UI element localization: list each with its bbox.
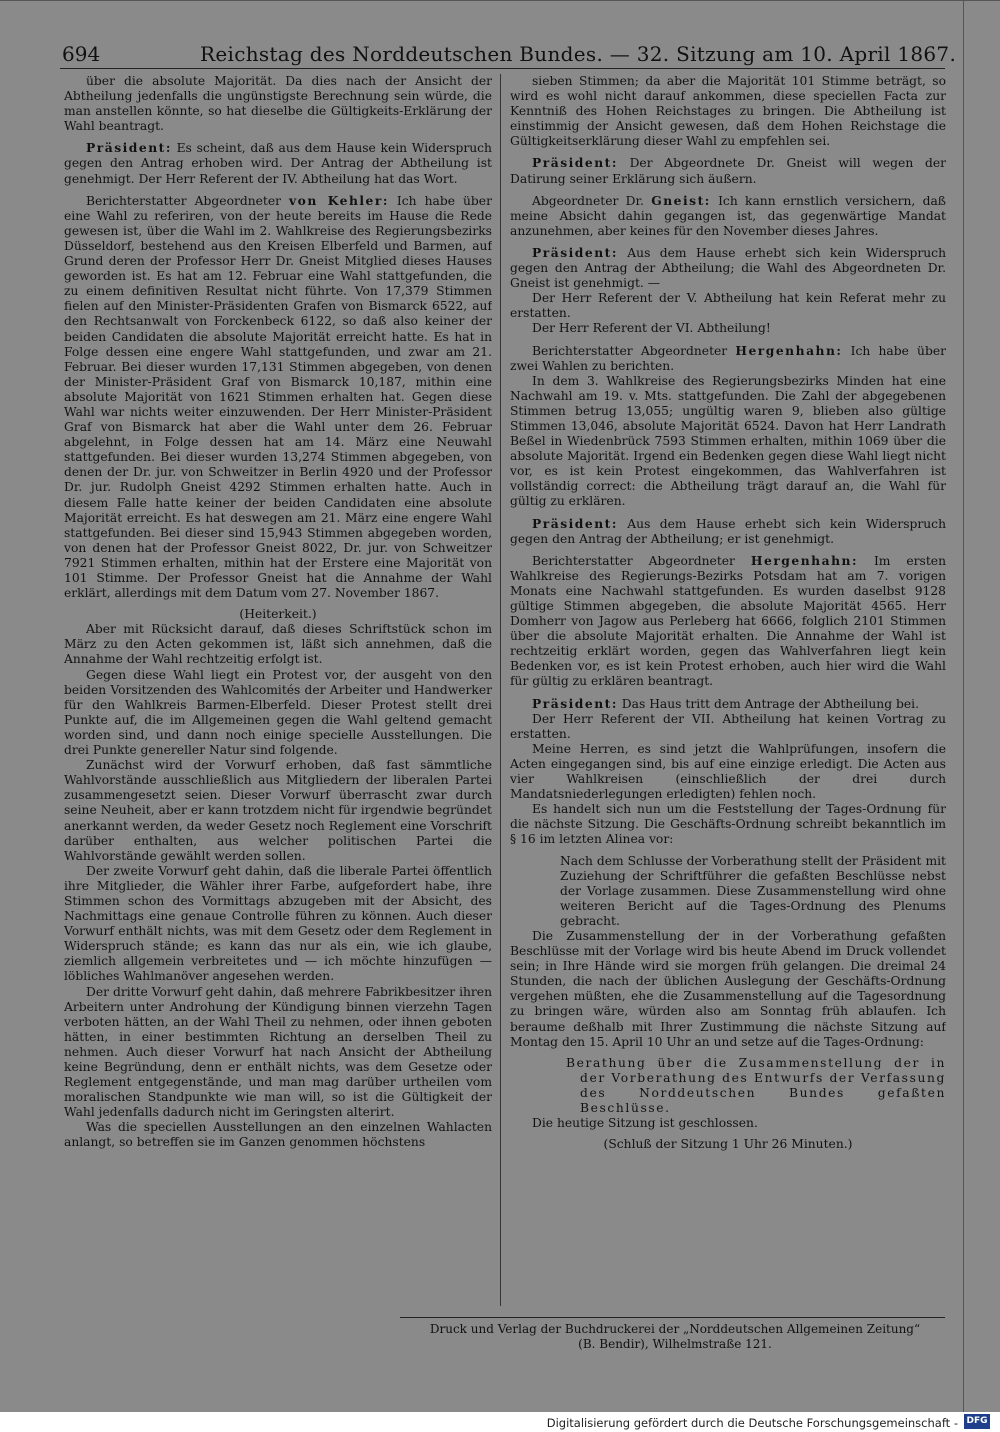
- speech-text: Aus dem Hause erhebt sich kein Widerspruch gegen den Antrag der Abtheilung; die Wahl des Abgeordneten Dr. Gneist ist genehmigt. —: [510, 245, 946, 291]
- body-paragraph: Meine Herren, es sind jetzt die Wahlprüfungen, insofern die Acten eingegangen sind, bis auf eine einzige erledigt. Die Acten aus vier Wahlkreisen (einschließlich der drei durch Mandatsniederlegungen erledigten) fehlen noch.: [510, 741, 946, 802]
- speaker-title: Berichterstatter Abgeordneter: [532, 343, 728, 358]
- imprint-line-2: (B. Bendir), Wilhelmstraße 121.: [578, 1337, 772, 1351]
- speech-paragraph: [510, 343, 946, 374]
- speaker-name: Hergenhahn:: [735, 342, 843, 358]
- speech-text: Im ersten Wahlkreise des Regierungs-Bezirks Potsdam hat am 7. vorigen Monats eine Nachwahl stattgefunden. Es wurden daselbst 9128 gültige Stimmen abgegeben, die absolute Majorität 4565. Herr Domherr von Jagow aus Perleberg hat 6666, folglich 2101 Stimmen über die absolute Majorität erhalten. Die Annahme der Wahl ist rechtzeitig erklärt worden, gegen das Wahlverfahren liegt kein Bedenken vor, es ist kein Protest erhoben, auch hier wird die Wahl für gültig zu erklären beantragt.: [510, 553, 946, 689]
- speaker-name: von Kehler:: [289, 192, 389, 208]
- body-paragraph: In dem 3. Wahlkreise des Regierungsbezirks Minden hat eine Nachwahl am 19. v. Mts. stattgefunden. Die Zahl der abgegebenen Stimmen betrug 13,055; ungültig waren 9, blieben also gültige Stimmen 13,046, absolute Majorität 6524. Davon hat Herr Landrath Beßel in Wiedenbrück 7593 Stimmen erhalten, mithin 1069 über die absolute Majorität. Irgend ein Bedenken gegen diese Wahl liegt nicht vor, es ist kein Protest eingekommen, das Wahlverfahren ist vollständig correct: die Abtheilung trägt darauf an, die Wahl für gültig zu erklären.: [510, 373, 946, 509]
- speaker-title: Abgeordneter Dr.: [532, 193, 644, 208]
- page-header: [62, 40, 957, 68]
- speech-paragraph: [510, 696, 946, 712]
- body-paragraph: Der Herr Referent der V. Abtheilung hat kein Referat mehr zu erstatten.: [510, 291, 946, 321]
- speech-paragraph: [510, 155, 946, 186]
- imprint-rule: [400, 1317, 945, 1318]
- speech-paragraph: [510, 553, 946, 690]
- speaker-name: Hergenhahn:: [750, 552, 858, 568]
- running-title: Reichstag des Norddeutschen Bundes. — 32. Sitzung am 10. April 1867.: [200, 42, 957, 66]
- speaker-name: Präsident:: [532, 695, 618, 711]
- body-paragraph: Die heutige Sitzung ist geschlossen.: [532, 1116, 758, 1131]
- body-paragraph: Der zweite Vorwurf geht dahin, daß die liberale Partei öffentlich ihre Mitglieder, die Wähler ihrer Farbe, aufgefordert habe, ihre Stimmen schon des Vormittags abzugeben mit der Absicht, des Nachmittags eine genaue Controlle führen zu können. Auch dieser Vorwurf enthält nichts, was mit dem Gesetz oder dem Reglement in Widerspruch stände; es kann das nur als ein, wie ich glaube, ziemlich allgemein verbreitetes und — ich möchte hinzufügen — löbliches Wahlmanöver angesehen werden.: [64, 863, 492, 984]
- speech-paragraph: [510, 516, 946, 547]
- speaker-name: Präsident:: [532, 155, 618, 171]
- speech-text: Ich kann ernstlich versichern, daß meine Absicht dahin gegangen ist, das gegenwärtige Mandat anzunehmen, aber keines für den November dieses Jahres.: [510, 193, 946, 238]
- body-paragraph: sieben Stimmen; da aber die Majorität 101 Stimme beträgt, so wird es wohl nicht darauf ankommen, diese speciellen Facta zur Kenntniß des Hohen Reichstages zu bringen. Die Abtheilung ist einstimmig der Ansicht gewesen, daß dem Hohen Reichstage die Gültigkeitserklärung dieser Wahl zu empfehlen sei.: [510, 74, 946, 149]
- scan-margin: [963, 0, 1000, 1412]
- speaker-title: Berichterstatter Abgeordneter: [86, 193, 282, 208]
- speech-paragraph: [64, 193, 492, 602]
- speech-text: Ich habe über zwei Wahlen zu berichten.: [510, 343, 946, 373]
- body-paragraph: Aber mit Rücksicht darauf, daß dieses Schriftstück schon im März zu den Acten gekommen ist, läßt sich annehmen, daß die Annahme der Wahl rechtzeitig erfolgt ist.: [64, 622, 492, 667]
- body-paragraph: Zunächst wird der Vorwurf erhoben, daß fast sämmtliche Wahlvorstände ausschließlich aus Mitgliedern der liberalen Partei zusammengesetzt seien. Dieser Vorwurf überrascht zwar durch seine Neuheit, aber er kann trotzdem nicht für irgendwie begründet anerkannt werden, da weder Gesetz noch Reglement eine Vorschrift darüber enthalten, aus welcher politischen Partei die Wahlvorstände gewählt werden sollen.: [64, 758, 492, 863]
- body-paragraph: Es handelt sich nun um die Feststellung der Tages-Ordnung für die nächste Sitzung. Die Geschäfts-Ordnung schreibt bekanntlich im § 16 im letzten Alinea vor:: [510, 802, 946, 847]
- speech-paragraph: [64, 140, 492, 186]
- speaker-name: Präsident:: [532, 515, 618, 531]
- right-column: [510, 74, 946, 1306]
- column-divider: [500, 74, 501, 1306]
- speaker-name: Präsident:: [86, 140, 172, 156]
- speech-text: Aus dem Hause erhebt sich kein Widerspruch gegen den Antrag der Abtheilung; er ist genehmigt.: [510, 516, 946, 546]
- speech-text: Ich habe über eine Wahl zu referiren, von der heute bereits im Hause die Rede gewesen ist, über die Wahl im 2. Wahlkreise des Regierungsbezirks Düsseldorf, bestehend aus den Kreisen Elberfeld und Barmen, auf Grund deren der Professor Herr Dr. Gneist Mitglied dieses Hauses geworden ist. Es hat am 12. Februar eine Wahl stattgefunden, die zu einem definitiven Resultat nicht führte. Von 17,379 Stimmen fielen auf den Minister-Präsidenten Grafen von Bismarck 6522, auf den Rechtsanwalt von Forckenbeck 6122, so daß also keiner der beiden Candidaten die absolute Majorität erreicht hatte. Es hat in Folge dessen eine engere Wahl stattgefunden, und zwar am 21. Februar. Bei dieser wurden 17,131 Stimmen abgegeben, von denen der Minister-Präsident Graf von Bismarck 10,187, mithin eine absolute Majorität von 1621 Stimmen erhalten hat. Gegen diese Wahl war nichts weiter einzuwenden. Der Herr Minister-Präsident Graf von Bismarck hat aber die Wahl unter dem 26. Februar abgelehnt, in Folge dessen hat am 14. März eine Neuwahl stattgefunden. Bei dieser wurden 13,274 Stimmen abgegeben, von denen der Dr. jur. von Schweitzer in Berlin 4920 und der Professor Dr. jur. Rudolph Gneist 4292 Stimmen erhalten hatte. Auch in diesem Falle hatte keiner der beiden Candidaten eine absolute Majorität erreicht. Es hat deswegen am 21. März eine engere Wahl stattgefunden. Bei dieser sind 15,943 Stimmen abgegeben worden, von denen hat der Professor Gneist 8022, Dr. jur. von Schweitzer 7921 Stimmen erhalten, mithin hat der Erstere eine Majorität von 101 Stimme. Der Professor Gneist hat die Annahme der Wahl erklärt, allerdings mit dem Datum vom 27. November 1867.: [64, 193, 492, 601]
- scan-border: [0, 0, 1000, 1]
- body-paragraph: Der dritte Vorwurf geht dahin, daß mehrere Fabrikbesitzer ihren Arbeitern unter Androhung der Kündigung binnen vierzehn Tagen verboten hätten, an der Wahl Theil zu nehmen, oder ihnen geboten hätten, in einer bestimmten Richtung an derselben Theil zu nehmen. Auch dieser Vorwurf hat nach Ansicht der Abtheilung keine Begründung, denn er enthält nichts, was dem Gesetze oder Reglement entgegenstände, und man mag darüber urtheilen vom moralischen Standpunkte wie man will, so ist die Gültigkeit der Wahl jedenfalls dadurch nicht im Geringsten alterirt.: [64, 984, 492, 1120]
- page-number: 694: [62, 42, 101, 66]
- speech-text: Der Abgeordnete Dr. Gneist will wegen der Datirung seiner Erklärung sich äußern.: [510, 156, 946, 186]
- stage-direction: (Schluß der Sitzung 1 Uhr 26 Minuten.): [603, 1137, 853, 1152]
- body-paragraph: Gegen diese Wahl liegt ein Protest vor, der ausgeht von den beiden Vorsitzenden des Wahlcomités der Arbeiter und Handwerker für den Wahlkreis Barmen-Elberfeld. Dieser Protest stellt drei Punkte auf, die im Allgemeinen gegen die Wahl geltend gemacht worden sind, und dann noch einige specielle Ausstellungen. Die drei Punkte genereller Natur sind folgende.: [64, 667, 492, 758]
- agenda-item: Berathung über die Zusammenstellung der in der Vorberathung des Entwurfs der Verfassung des Norddeutschen Bundes gefaßten Beschlüsse.: [566, 1055, 946, 1115]
- stage-direction: (Heiterkeit.): [239, 607, 317, 622]
- body-paragraph: Die Zusammenstellung der in der Vorberathung gefaßten Beschlüsse mit der Vorlage wird bis heute Abend im Druck vollendet sein; in Ihre Hände wird sie morgen früh gelangen. Die dreimal 24 Stunden, die nach der üblichen Auslegung der Geschäfts-Ordnung vergehen müßten, ehe die Zusammenstellung auf die Tagesordnung zu bringen wäre, würden also am Sonntag früh ablaufen. Ich beraume deßhalb mit Ihrer Zustimmung die nächste Sitzung auf Montag den 15. April 10 Uhr an und setze auf die Tages-Ordnung:: [510, 928, 946, 1049]
- printer-imprint: [410, 1322, 940, 1352]
- body-paragraph: Der Herr Referent der VI. Abtheilung!: [532, 321, 771, 336]
- speaker-name: Gneist:: [651, 192, 711, 208]
- digitization-credit: Digitalisierung gefördert durch die Deutsche Forschungsgemeinschaft -: [546, 1416, 958, 1430]
- body-paragraph: über die absolute Majorität. Da dies nach der Ansicht der Abtheilung jedenfalls die ungünstigste Berechnung sein würde, die man anstellen könnte, so hat dieselbe die Gültigkeits-Erklärung der Wahl beantragt.: [64, 74, 492, 134]
- body-paragraph: Der Herr Referent der VII. Abtheilung hat keinen Vortrag zu erstatten.: [510, 711, 946, 741]
- left-column: [64, 74, 492, 1306]
- imprint-line-1: Druck und Verlag der Buchdruckerei der „Norddeutschen Allgemeinen Zeitung“: [429, 1322, 921, 1336]
- quoted-rule: Nach dem Schlusse der Vorberathung stellt der Präsident mit Zuziehung der Schriftführer die gefaßten Beschlüsse nebst der Vorlage zusammen. Diese Zusammenstellung wird ohne weiteren Bericht auf die Tages-Ordnung des Plenums gebracht.: [560, 853, 946, 928]
- speaker-name: Präsident:: [532, 244, 618, 260]
- header-rule: [60, 68, 945, 69]
- speaker-title: Berichterstatter Abgeordneter: [532, 553, 735, 568]
- speech-text: Das Haus tritt dem Antrage der Abtheilung bei.: [621, 696, 919, 711]
- dfg-logo-icon: DFG: [964, 1414, 990, 1429]
- speech-paragraph: [510, 193, 946, 239]
- speech-text: Es scheint, daß aus dem Hause kein Widerspruch gegen den Antrag erhoben wird. Der Antrag der Abtheilung ist genehmigt. Der Herr Referent der IV. Abtheilung hat das Wort.: [64, 141, 492, 186]
- speech-paragraph: [510, 245, 946, 291]
- body-paragraph: Was die speciellen Ausstellungen an den einzelnen Wahlacten anlangt, so betreffen sie im Ganzen genommen höchstens: [64, 1120, 492, 1150]
